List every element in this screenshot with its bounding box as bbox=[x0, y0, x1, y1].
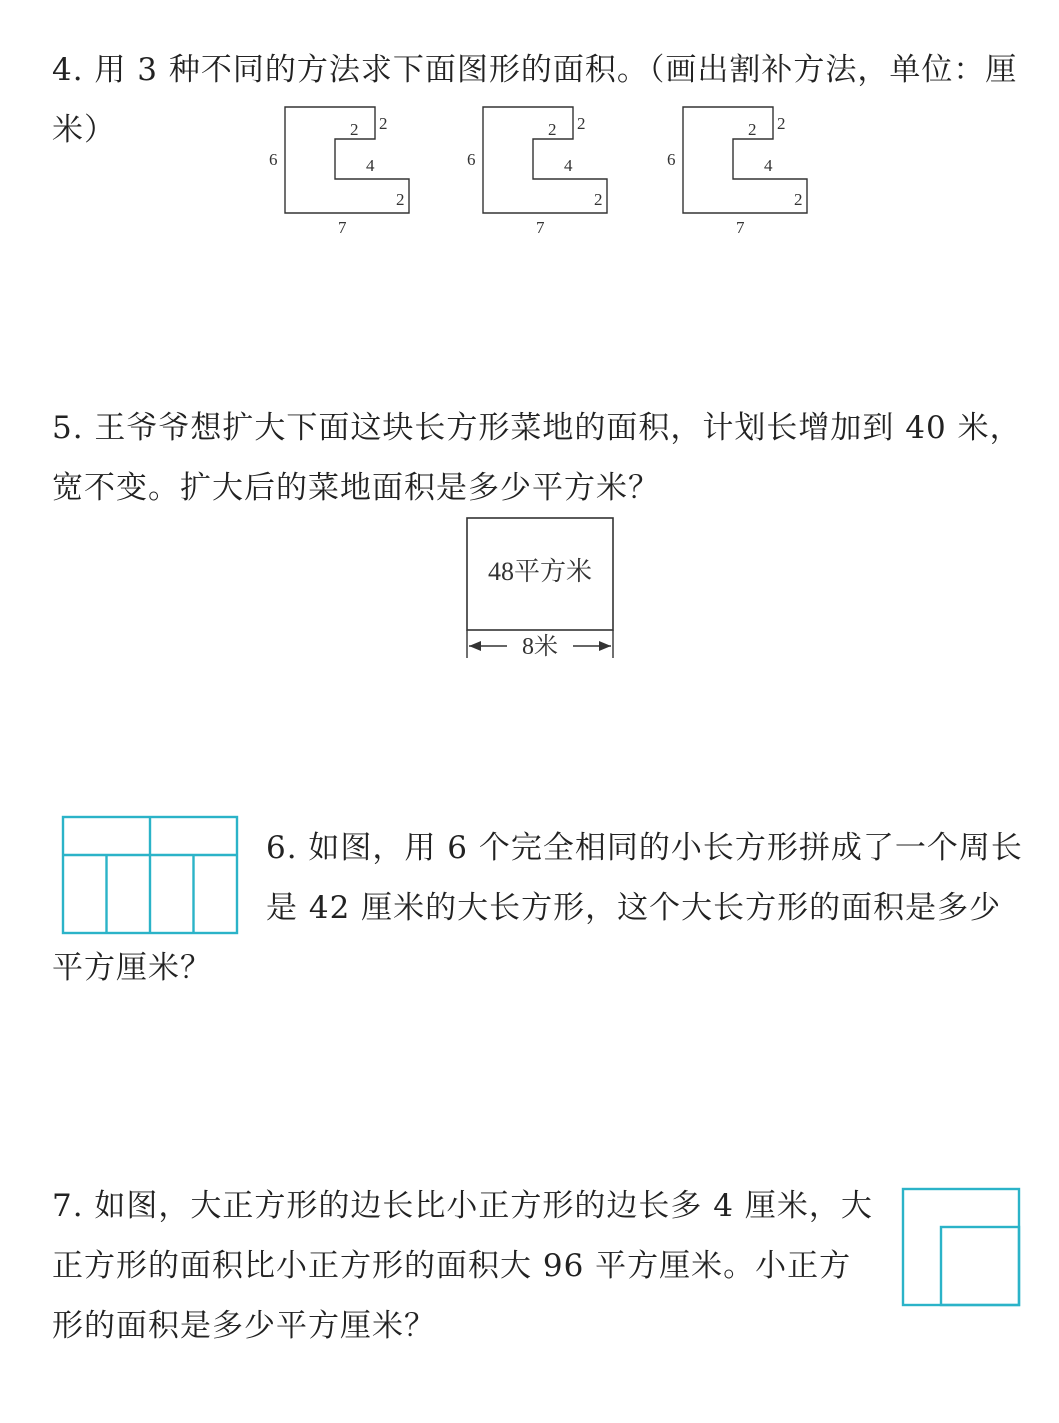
question-4-text: 4. 用 3 种不同的方法求下面图形的面积。（画出割补方法，单位：厘米） bbox=[52, 52, 1018, 148]
label-middle: 4 bbox=[764, 156, 773, 175]
small-square bbox=[941, 1227, 1019, 1305]
label-middle: 4 bbox=[564, 156, 573, 175]
label-right: 2 bbox=[794, 190, 803, 209]
question-6-line-1: 6. 如图，用 6 个完全相同的小长方形拼成了一个周长 bbox=[266, 830, 1023, 866]
label-bottom: 7 bbox=[338, 218, 347, 237]
l-shape-figure-1 bbox=[269, 107, 409, 237]
garden-area-label: 48平方米 bbox=[487, 557, 593, 586]
l-shape-figure-2 bbox=[467, 107, 607, 237]
label-middle: 4 bbox=[366, 156, 375, 175]
garden-rectangle-figure bbox=[455, 512, 625, 662]
question-7-line-3: 形的面积是多少平方厘米？ bbox=[52, 1308, 436, 1344]
label-right: 2 bbox=[396, 190, 405, 209]
label-bottom: 7 bbox=[736, 218, 745, 237]
label-top-inner: 2 bbox=[748, 120, 757, 139]
label-left: 6 bbox=[667, 150, 676, 169]
question-5-line-1: 5. 王爷爷想扩大下面这块长方形菜地的面积，计划长增加到 40 米， bbox=[52, 410, 1022, 446]
question-6-line-2: 是 42 厘米的大长方形，这个大长方形的面积是多少 bbox=[266, 890, 1002, 926]
question-6-line-3: 平方厘米？ bbox=[52, 950, 212, 986]
six-rectangles-figure bbox=[60, 814, 242, 938]
l-shape-figure-3 bbox=[667, 107, 807, 237]
question-7-line-2: 正方形的面积比小正方形的面积大 96 平方厘米。小正方 bbox=[52, 1248, 852, 1284]
question-7-line-1: 7. 如图，大正方形的边长比小正方形的边长多 4 厘米，大 bbox=[52, 1188, 873, 1224]
arrow-left-icon bbox=[469, 641, 481, 651]
label-left: 6 bbox=[467, 150, 476, 169]
label-top-right: 2 bbox=[577, 114, 586, 133]
label-right: 2 bbox=[594, 190, 603, 209]
label-left: 6 bbox=[269, 150, 278, 169]
label-top-inner: 2 bbox=[548, 120, 557, 139]
label-top-right: 2 bbox=[777, 114, 786, 133]
nested-squares-figure bbox=[900, 1186, 1024, 1310]
question-5-line-2: 宽不变。扩大后的菜地面积是多少平方米？ bbox=[52, 470, 660, 506]
large-square bbox=[903, 1189, 1019, 1305]
label-top-inner: 2 bbox=[350, 120, 359, 139]
label-top-right: 2 bbox=[379, 114, 388, 133]
label-bottom: 7 bbox=[536, 218, 545, 237]
question-4-figures bbox=[255, 100, 835, 240]
arrow-right-icon bbox=[599, 641, 611, 651]
garden-width-label: 8米 bbox=[522, 634, 558, 660]
